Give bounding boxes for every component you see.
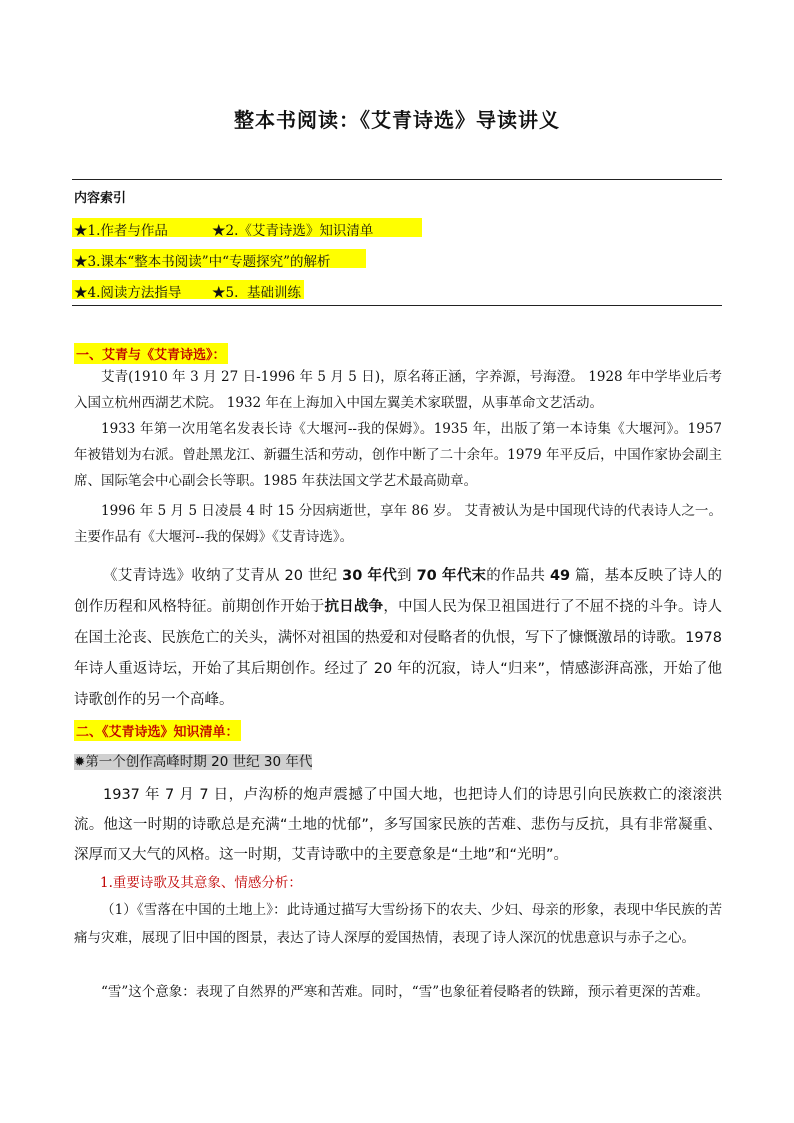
poem-analysis-paragraph-2: “雪”这个意象：表现了自然界的严寒和苦难。同时，“雪”也象征着侵略者的铁蹄，预示着更深的苦难。 (101, 984, 710, 1000)
index-item-knowledge-list[interactable]: ★2.《艾青诗选》知识清单 (212, 223, 374, 239)
section-2-heading: 二、《艾青诗选》知识清单： (74, 720, 241, 741)
section-1-heading: 一、艾青与《艾青诗选》： (74, 343, 228, 364)
index-item-topic-analysis[interactable]: ★3.课本“整本书阅读”中“专题探究”的解析 (74, 254, 331, 270)
period-label: ✹第一个创作高峰时期 20 世纪 30 年代 (74, 754, 313, 770)
section-1-paragraph-1: 艾青(1910 年 3 月 27 日-1996 年 5 月 5 日)，原名蒋正涵，字养源，号海澄。 1928 年中学毕业后考入国立杭州西湖艺术院。 1932 年在上海加入中国左翼美术家联盟，从事革命文艺活动。 (74, 369, 722, 411)
poem-analysis-subheading: 1.重要诗歌及其意象、情感分析： (100, 875, 302, 891)
index-item-reading-method[interactable]: ★4.阅读方法指导 (74, 285, 182, 301)
index-item-basic-training[interactable]: ★5. 基础训练 (212, 285, 301, 301)
section-2-paragraph-1: 1937 年 7 月 7 日，卢沟桥的炮声震撼了中国大地，也把诗人们的诗思引向民族救亡的滚滚洪流。他这一时期的诗歌总是充满“土地的忧郁”，多写国家民族的苦难、悲伤与反抗，具有非常凝重、深厚而又大气的风格。这一时期，艾青诗歌中的主要意象是“土地”和“光明”。 (74, 787, 722, 863)
index-item-author-works[interactable]: ★1.作者与作品 (74, 223, 168, 239)
divider-top (72, 179, 722, 180)
section-1-paragraph-3: 1996 年 5 月 5 日凌晨 4 时 15 分因病逝世，享年 86 岁。 艾青被认为是中国现代诗的代表诗人之一。主要作品有《大堰河--我的保姆》《艾青诗选》。 (74, 503, 722, 545)
divider-bottom (72, 305, 722, 306)
page-title: 整本书阅读：《艾青诗选》导读讲义 (234, 108, 560, 132)
section-1-paragraph-4: 《艾青诗选》收纳了艾青从 20 世纪 30 年代到 70 年代末的作品共 49 篇，基本反映了诗人的创作历程和风格特征。前期创作开始于抗日战争，中国人民为保卫祖国进行了不屈不挠的斗争。诗人在国土沦丧、民族危亡的关头，满怀对祖国的热爱和对侵略者的仇恨，写下了慷慨激昂的诗歌。1978 年诗人重返诗坛，开始了其后期创作。经过了 20 年的沉寂，诗人“归来”，情感澎湃高涨，开始了他诗歌创作的另一个高峰。 (74, 568, 723, 708)
section-1-paragraph-2: 1933 年第一次用笔名发表长诗《大堰河--我的保姆》。1935 年，出版了第一本诗集《大堰河》。1957 年被错划为右派。曾赴黑龙江、新疆生活和劳动，创作中断了二十余年。1979 年平反后，中国作家协会副主席、国际笔会中心副会长等职。1985 年获法国文学艺术最高勋章。 (74, 421, 722, 489)
poem-analysis-paragraph-1: （1）《雪落在中国的土地上》：此诗通过描写大雪纷扬下的农夫、少妇、母亲的形象，表现中华民族的苦痛与灾难，展现了旧中国的图景，表达了诗人深厚的爱国热情，表现了诗人深沉的忧患意识与赤子之心。 (74, 902, 722, 946)
index-heading: 内容索引 (74, 191, 127, 206)
